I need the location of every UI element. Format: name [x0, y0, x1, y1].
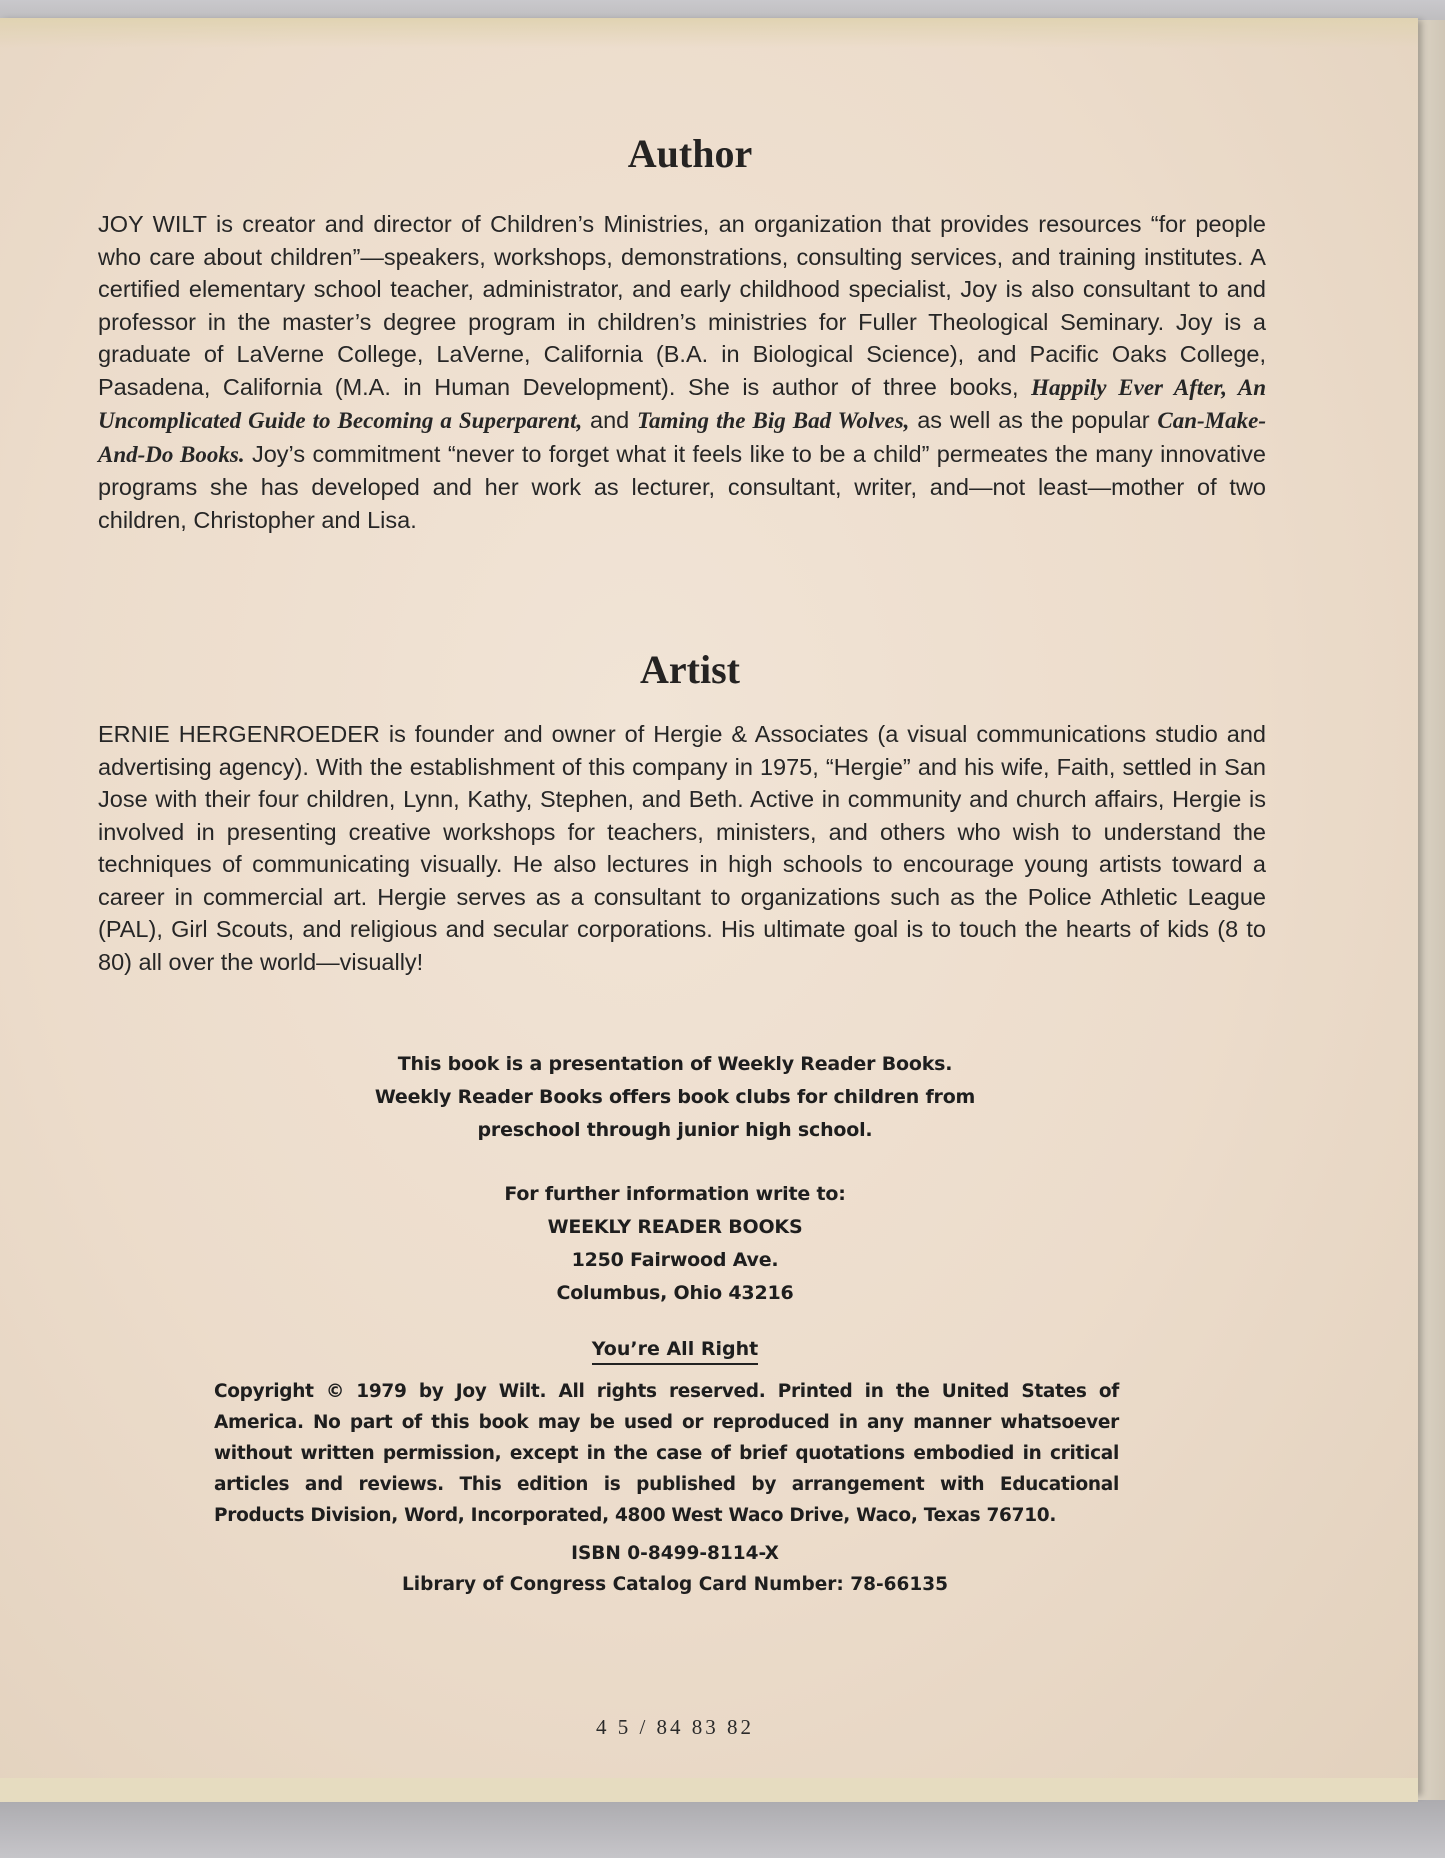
address-line: Columbus, Ohio 43216	[556, 1282, 794, 1304]
book-title: You’re All Right	[592, 1338, 758, 1365]
author-bio-text-3: Joy’s commitment “never to forget what it feels like to be a child” permeates the many innovative programs she has developed and her work as lecturer, consultant, writer, and—not least—mother of two children, Christopher and Lisa.	[98, 440, 1266, 533]
page-bottom-strip	[0, 1778, 1418, 1802]
artist-bio: ERNIE HERGENROEDER is founder and owner of Hergie & Associates (a visual communications studio and advertising agency). With the establishment of this company in 1975, “Hergie” and his wife, Faith, settled in San Jose with their four children, Lynn, Kathy, Stephen, and Beth. Active in community and church affairs, Hergie is involved in presenting creative workshops for teachers, ministers, and others who wish to understand the techniques of communicating visually. He also lectures in high schools to encourage young artists toward a career in commercial art. Hergie serves as a consultant to organizations such as the Police Athletic League (PAL), Girl Scouts, and religious and secular corporations. His ultimate goal is to touch the hearts of kids (8 to 80) all over the world—visually!	[98, 721, 1266, 975]
publisher-note-line: Weekly Reader Books offers book clubs for children from	[374, 1086, 976, 1108]
address-line: 1250 Fairwood Ave.	[571, 1249, 779, 1271]
address-line: WEEKLY READER BOOKS	[547, 1216, 803, 1238]
book-page	[0, 18, 1418, 1794]
print-line: 4 5 / 84 83 82	[595, 1715, 755, 1739]
author-bio	[98, 208, 1266, 536]
publisher-address	[0, 1178, 1350, 1310]
author-bio-and: and	[582, 407, 638, 433]
lccn: Library of Congress Catalog Card Number: 78-66135	[401, 1574, 949, 1595]
author-bio-text-2: as well as the popular	[909, 407, 1158, 433]
artist-heading: Artist	[640, 647, 740, 692]
publisher-note-line: This book is a presentation of Weekly Reader Books.	[397, 1053, 953, 1075]
copyright-notice: Copyright © 1979 by Joy Wilt. All rights reserved. Printed in the United States of America. No part of this book may be used or reproduced in any manner whatsoever without written permission, except in the case of brief quotations embodied in critical articles and reviews. This edition is published by arrangement with Educational Products Division, Word, Incorporated, 4800 West Waco Drive, Waco, Texas 76710.	[214, 1381, 1119, 1526]
author-heading: Author	[627, 131, 753, 176]
book-title-line	[0, 1338, 1350, 1360]
book-title-happily-ever-after: Happily Ever After, An Uncomplicated Guide to Becoming a Superparent,	[98, 374, 1266, 433]
book-title-can-make-and-do: Can-Make-And-Do Books.	[98, 408, 1267, 467]
isbn: ISBN 0-8499-8114-X	[571, 1543, 779, 1564]
address-line: For further information write to:	[504, 1183, 846, 1205]
book-title-taming-the-big-bad-wolves: Taming the Big Bad Wolves,	[637, 408, 910, 433]
publisher-note-line: preschool through junior high school.	[477, 1119, 873, 1141]
author-bio-text-1: JOY WILT is creator and director of Children’s Ministries, an organization that provides resources “for people who care about children”—speakers, workshops, demonstrations, consulting services, and training institutes. A certified elementary school teacher, administrator, and early childhood specialist, Joy is also consultant to and professor in the master’s degree program in children’s ministries for Fuller Theological Seminary. Joy is a graduate of LaVerne College, LaVerne, California (B.A. in Biological Science), and Pacific Oaks College, Pasadena, California (M.A. in Human Development). She is author of three books,	[98, 211, 1266, 400]
catalog-info	[0, 1538, 1350, 1600]
publisher-note	[0, 1048, 1350, 1147]
